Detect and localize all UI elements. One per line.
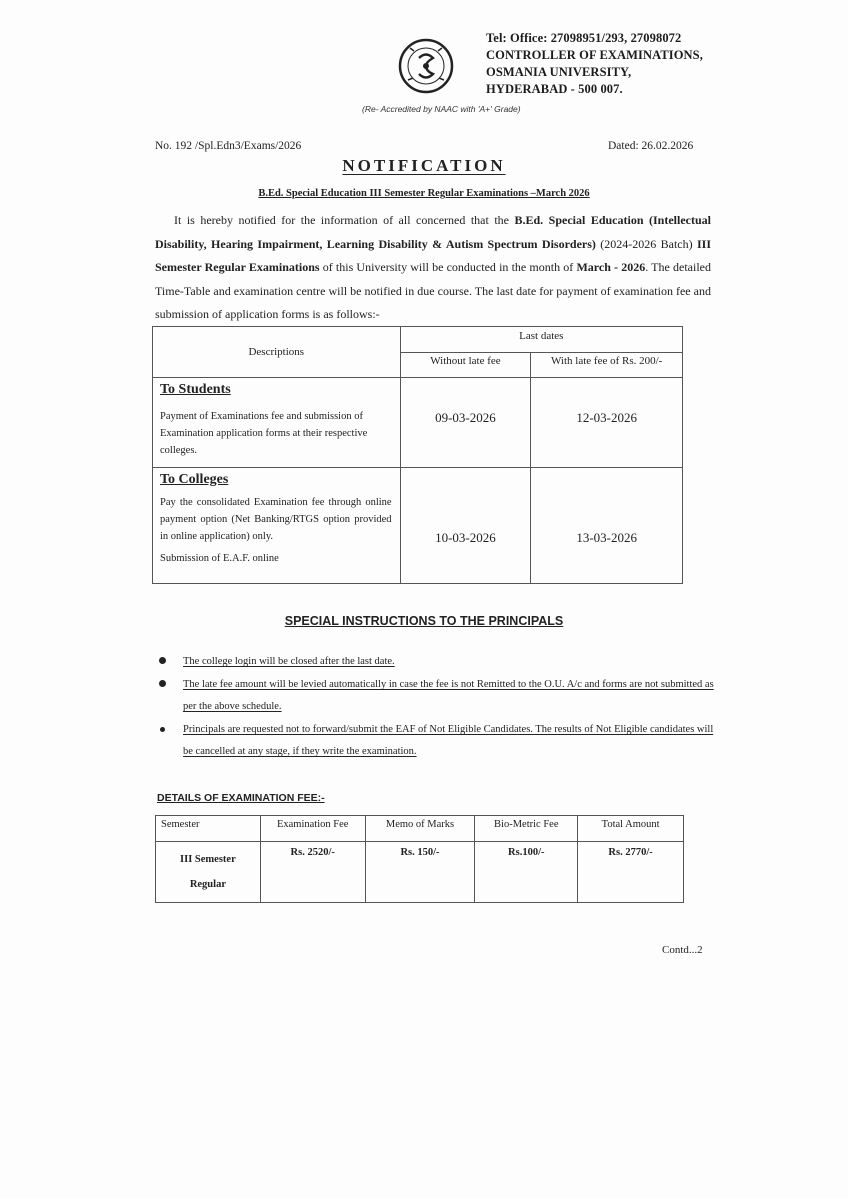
semester-header: Semester <box>156 816 261 842</box>
office-name: CONTROLLER OF EXAMINATIONS, <box>486 48 703 62</box>
students-row <box>153 378 683 468</box>
examination-fee-cell: Rs. 2520/- <box>260 842 365 903</box>
special-instructions-title: SPECIAL INSTRUCTIONS TO THE PRINCIPALS <box>284 614 564 628</box>
fee-table-header-row <box>156 816 684 842</box>
students-with-late-fee-date: 12-03-2026 <box>531 378 683 468</box>
last-dates-table <box>152 326 683 584</box>
students-without-late-fee-date: 09-03-2026 <box>400 378 531 468</box>
without-late-fee-header: Without late fee <box>400 353 531 378</box>
examination-fee-table <box>155 815 684 903</box>
osmania-university-logo <box>398 36 476 98</box>
office-address-block <box>486 30 703 98</box>
reference-number: No. 192 /Spl.Edn3/Exams/2026 <box>155 140 302 152</box>
colleges-description: Pay the consolidated Examination fee through online payment option (Net Banking/RTGS option provided in online application) only. <box>160 497 392 542</box>
colleges-row <box>153 468 683 584</box>
university-name: OSMANIA UNIVERSITY, <box>486 65 632 79</box>
semester-cell: III Semester Regular <box>156 842 261 903</box>
bullet-icon <box>160 727 165 732</box>
memo-of-marks-header: Memo of Marks <box>365 816 475 842</box>
last-dates-header: Last dates <box>400 327 682 353</box>
fee-table-row <box>156 842 684 903</box>
notification-subject: B.Ed. Special Education III Semester Regular Examinations –March 2026 <box>258 188 590 199</box>
instruction-item: The late fee amount will be levied automatically in case the fee is not Remitted to the O.U. A/c and forms are not submitted as per the above schedule. <box>159 674 719 718</box>
instruction-item: The college login will be closed after the last date. <box>159 651 719 673</box>
bullet-icon <box>159 680 166 687</box>
bio-metric-fee-header: Bio-Metric Fee <box>475 816 578 842</box>
notification-paragraph: It is hereby notified for the information of all concerned that the B.Ed. Special Education (Intellectual Disability, Hearing Impairment, Learning Disability & Autism Spectrum Disorders) (2024-2026 Batch) III Semester Regular Examinations of this University will be conducted in the month of March - 2026. The detailed Time-Table and examination centre will be notified in due course. The last date for payment of examination fee and submission of application forms is as follows:- <box>155 213 711 321</box>
office-telephone: Tel: Office: 27098951/293, 27098072 <box>486 31 682 45</box>
examination-fee-header: Examination Fee <box>260 816 365 842</box>
notification-title: NOTIFICATION <box>342 156 506 175</box>
colleges-without-late-fee-date: 10-03-2026 <box>400 468 531 584</box>
city-address: HYDERABAD - 500 007. <box>486 82 623 96</box>
bullet-icon <box>159 657 166 664</box>
colleges-title: To Colleges <box>160 472 229 487</box>
memo-of-marks-cell: Rs. 150/- <box>365 842 475 903</box>
colleges-description-eaf: Submission of E.A.F. online <box>160 553 279 564</box>
fee-details-heading: DETAILS OF EXAMINATION FEE:- <box>157 792 325 804</box>
colleges-description-cell <box>153 468 401 584</box>
descriptions-header: Descriptions <box>153 327 401 378</box>
colleges-with-late-fee-date: 13-03-2026 <box>531 468 683 584</box>
instruction-item: Principals are requested not to forward/submit the EAF of Not Eligible Candidates. The results of Not Eligible candidates will be cancelled at any stage, if they write the examination. <box>159 719 719 763</box>
students-description: Payment of Examinations fee and submission of Examination application forms at their respective colleges. <box>160 411 368 456</box>
accreditation-note: (Re- Accredited by NAAC with 'A+' Grade) <box>362 104 521 114</box>
notification-date: Dated: 26.02.2026 <box>608 140 694 152</box>
bio-metric-fee-cell: Rs.100/- <box>475 842 578 903</box>
total-amount-header: Total Amount <box>578 816 684 842</box>
total-amount-cell: Rs. 2770/- <box>578 842 684 903</box>
with-late-fee-header: With late fee of Rs. 200/- <box>531 353 683 378</box>
continued-marker: Contd...2 <box>662 944 703 956</box>
students-title: To Students <box>160 382 231 397</box>
students-description-cell <box>153 378 401 468</box>
